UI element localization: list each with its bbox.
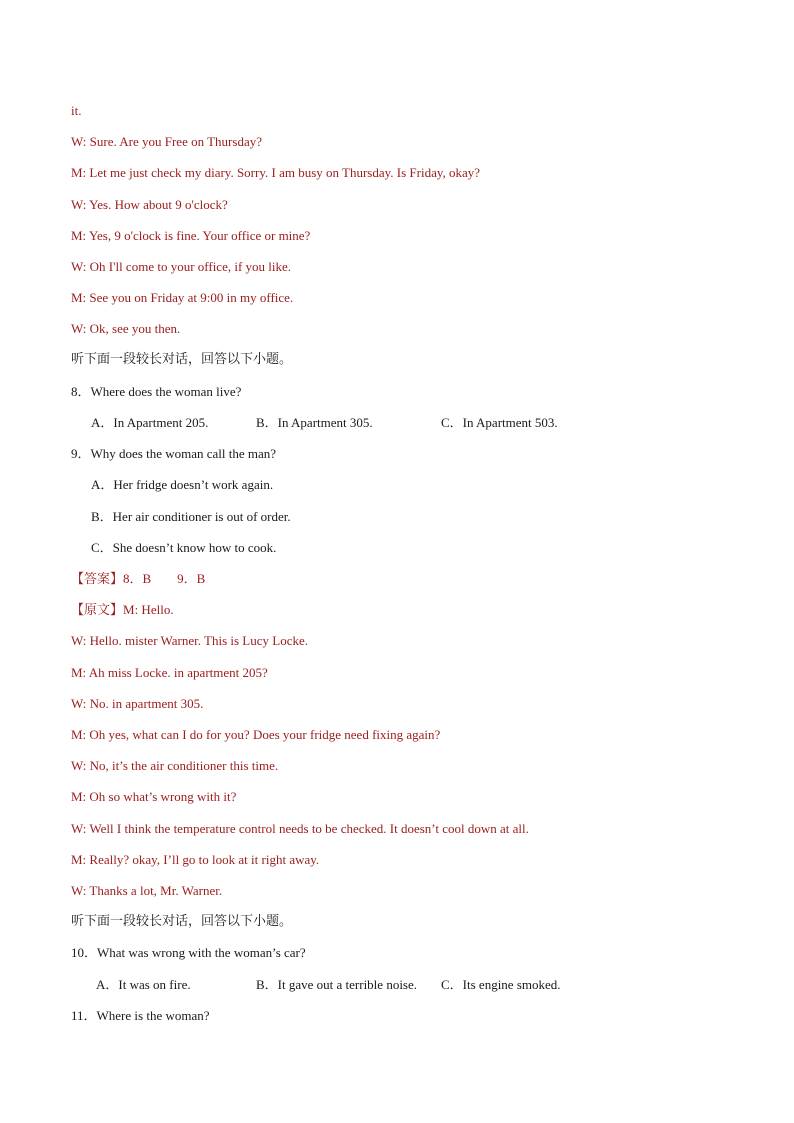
transcript-line: M: Oh yes, what can I do for you? Does your fridge need fixing again? bbox=[71, 727, 441, 742]
transcript-line: M: Hello. bbox=[123, 602, 174, 617]
dialogue-line: W: Yes. How about 9 o'clock? bbox=[71, 197, 228, 212]
option-9a: A．Her fridge doesn’t work again. bbox=[91, 477, 274, 492]
question-stem-9: 9．Why does the woman call the man? bbox=[71, 446, 277, 461]
option-9b: B．Her air conditioner is out of order. bbox=[91, 509, 291, 524]
dialogue-line: M: Let me just check my diary. Sorry. I am busy on Thursday. Is Friday, okay? bbox=[71, 165, 481, 180]
option-8b: B．In Apartment 305. bbox=[256, 415, 373, 430]
answer-line bbox=[71, 571, 205, 588]
transcript-line: W: No, it’s the air conditioner this time. bbox=[71, 758, 279, 773]
section-instruction: 听下面一段较长对话，回答以下小题。 bbox=[71, 914, 293, 929]
option-10c: C．Its engine smoked. bbox=[441, 977, 561, 992]
option-8a: A．In Apartment 205. bbox=[91, 415, 209, 430]
option-8c: C．In Apartment 503. bbox=[441, 415, 558, 430]
transcript-line: W: No. in apartment 305. bbox=[71, 696, 204, 711]
dialogue-line: M: See you on Friday at 9:00 in my office. bbox=[71, 290, 294, 305]
dialogue-line: it. bbox=[71, 103, 82, 118]
dialogue-line: W: Ok, see you then. bbox=[71, 321, 181, 336]
option-9c: C．She doesn’t know how to cook. bbox=[91, 540, 277, 555]
option-10a: A．It was on fire. bbox=[96, 977, 191, 992]
transcript-line: W: Hello. mister Warner. This is Lucy Locke. bbox=[71, 633, 308, 648]
transcript-line: M: Ah miss Locke. in apartment 205? bbox=[71, 665, 268, 680]
transcript-line: W: Well I think the temperature control needs to be checked. It doesn’t cool down at all. bbox=[71, 821, 529, 836]
question-stem-11: 11．Where is the woman? bbox=[71, 1008, 210, 1023]
dialogue-line: W: Sure. Are you Free on Thursday? bbox=[71, 134, 262, 149]
answer-text: 8．B 9．B bbox=[123, 571, 206, 586]
transcript-line: M: Oh so what’s wrong with it? bbox=[71, 789, 237, 804]
question-stem-8: 8．Where does the woman live? bbox=[71, 384, 242, 399]
answer-tag: 【答案】 bbox=[71, 572, 124, 587]
transcript-line: M: Really? okay, I’ll go to look at it right away. bbox=[71, 852, 320, 867]
question-stem-10: 10．What was wrong with the woman’s car? bbox=[71, 945, 306, 960]
original-tag: 【原文】 bbox=[71, 603, 124, 618]
dialogue-line: W: Oh I'll come to your office, if you like. bbox=[71, 259, 292, 274]
section-instruction: 听下面一段较长对话，回答以下小题。 bbox=[71, 352, 293, 367]
transcript-line: W: Thanks a lot, Mr. Warner. bbox=[71, 883, 223, 898]
original-line bbox=[71, 602, 174, 619]
dialogue-line: M: Yes, 9 o'clock is fine. Your office or mine? bbox=[71, 228, 311, 243]
option-10b: B．It gave out a terrible noise. bbox=[256, 977, 418, 992]
